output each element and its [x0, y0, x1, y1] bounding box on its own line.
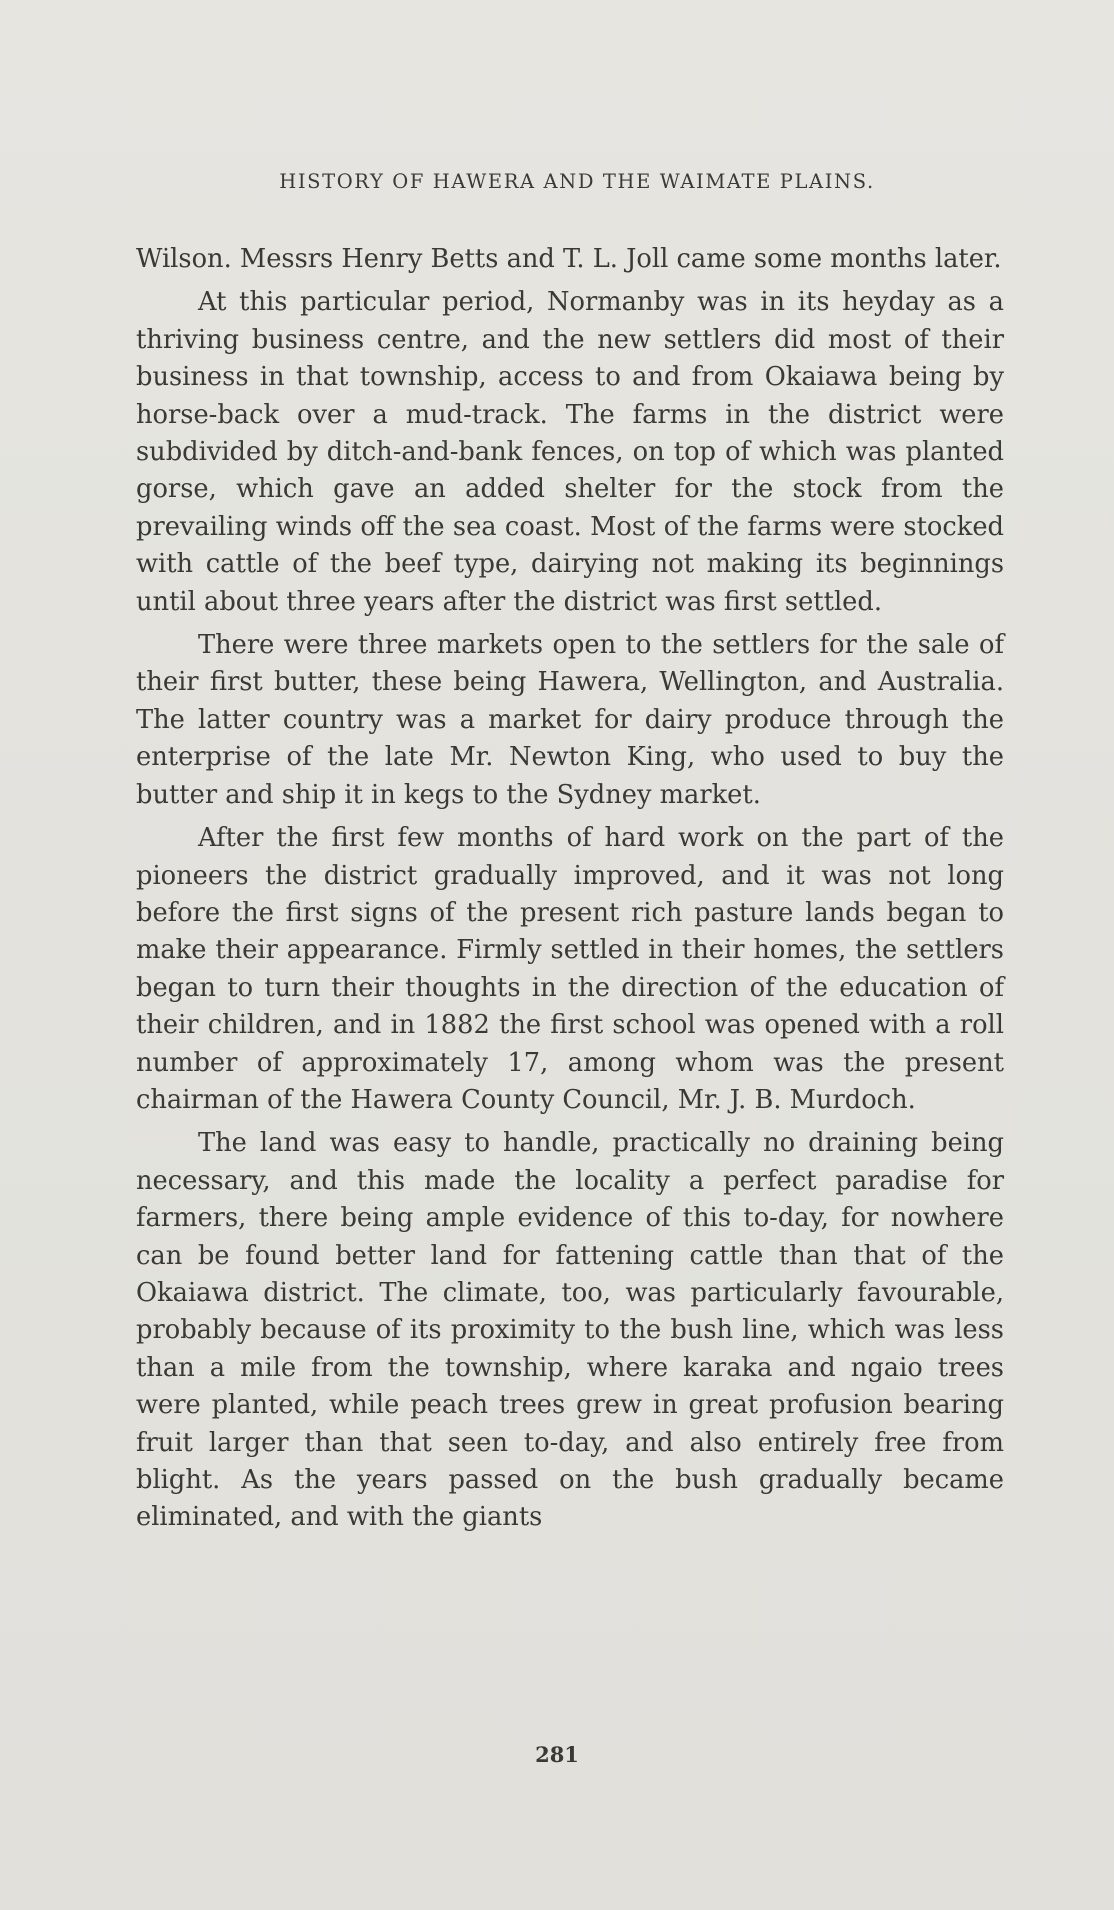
- paragraph-2: At this particular period, Normanby was in its heyday as a thriving business centre, and the new settlers did most of their business in that township, access to and from Okaiawa being by horse-back over a mud-track. The farms in the district were subdivided by ditch-and-bank fences, on top of which was planted gorse, which gave an added shelter for the stock from the prevailing winds off the sea coast. Most of the farms were stocked with cattle of the beef type, dairying not making its beginnings until about three years after the district was first settled.: [136, 287, 1004, 617]
- paragraph-1: Wilson. Messrs Henry Betts and T. L. Joll came some months later.: [136, 244, 1002, 274]
- running-head: HISTORY OF HAWERA AND THE WAIMATE PLAINS.: [279, 170, 875, 193]
- paragraph-5: The land was easy to handle, practically no draining being necessary, and this made the locality a perfect paradise for farmers, there being ample evidence of this to-day, for nowhere can be found better land for fattening cattle than that of the Okaiawa district. The climate, too, was particularly favourable, probably because of its proximity to the bush line, which was less than a mile from the township, where karaka and ngaio trees were planted, while peach trees grew in great profusion bearing fruit larger than that seen to-day, and also entirely free from blight. As the years passed on the bush gradually became eliminated, and with the giants: [136, 1128, 1004, 1533]
- paragraph-4: After the first few months of hard work on the part of the pioneers the district gradually improved, and it was not long before the first signs of the present rich pasture lands began to make their appearance. Firmly settled in their homes, the settlers began to turn their thoughts in the direction of the education of their children, and in 1882 the first school was opened with a roll number of approximately 17, among whom was the present chairman of the Hawera County Council, Mr. J. B. Murdoch.: [136, 823, 1004, 1115]
- body-text: [136, 241, 1004, 1543]
- page-number: 281: [535, 1742, 579, 1767]
- paragraph-3: There were three markets open to the settlers for the sale of their first butter, these being Hawera, Wellington, and Australia. The latter country was a market for dairy produce through the enterprise of the late Mr. Newton King, who used to buy the butter and ship it in kegs to the Sydney market.: [136, 630, 1004, 810]
